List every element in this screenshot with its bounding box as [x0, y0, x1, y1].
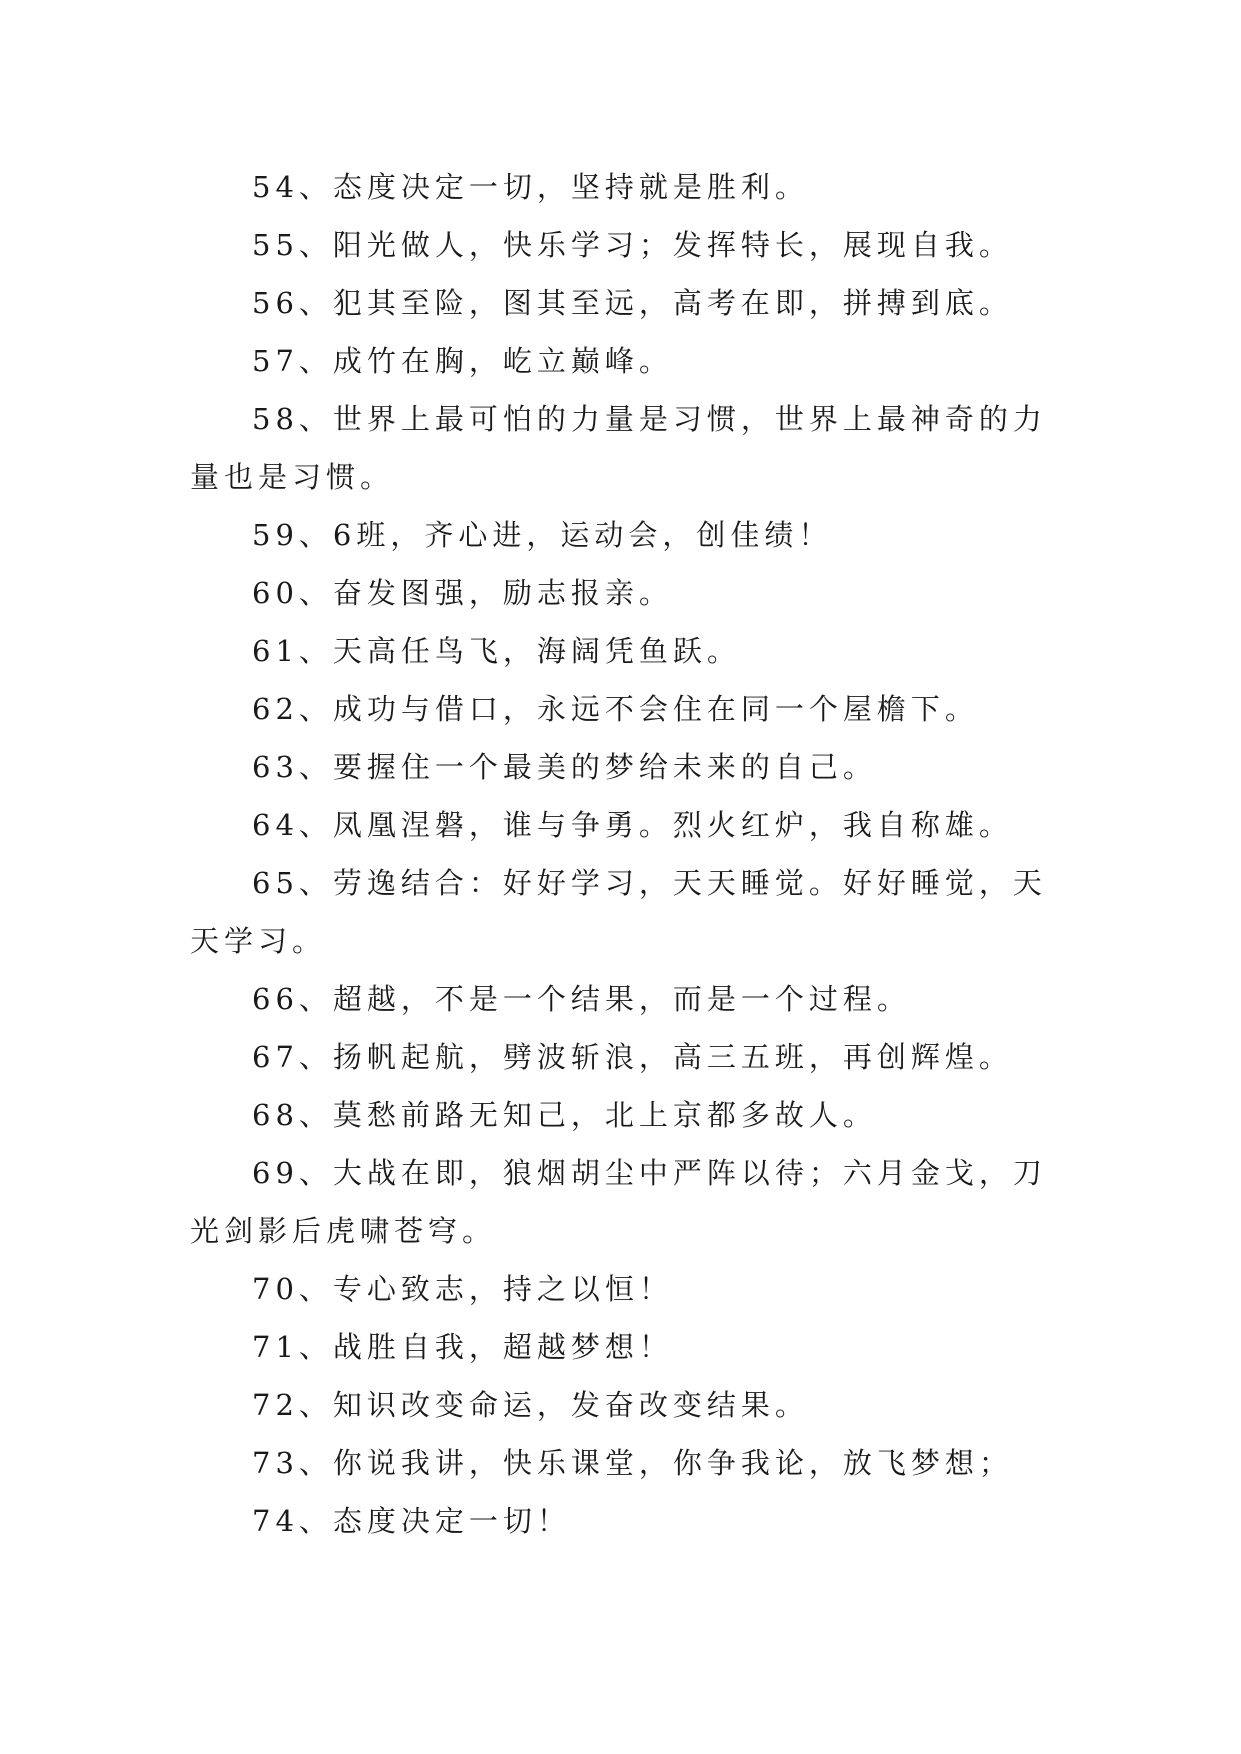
slogan-61: 61、天高任鸟飞，海阔凭鱼跃。	[252, 634, 741, 668]
slogan-list	[190, 158, 1052, 1550]
slogan-55: 55、阳光做人，快乐学习；发挥特长，展现自我。	[252, 228, 1013, 262]
slogan-56: 56、犯其至险，图其至远，高考在即，拼搏到底。	[252, 286, 1013, 320]
slogan-60: 60、奋发图强，励志报亲。	[252, 576, 673, 610]
slogan-57: 57、成竹在胸，屹立巅峰。	[252, 344, 673, 378]
slogan-64: 64、凤凰涅磐，谁与争勇。烈火红炉，我自称雄。	[252, 808, 1013, 842]
slogan-71: 71、战胜自我，超越梦想！	[252, 1330, 673, 1364]
slogan-70: 70、专心致志，持之以恒！	[252, 1272, 673, 1306]
slogan-62: 62、成功与借口，永远不会住在同一个屋檐下。	[252, 692, 979, 726]
slogan-74: 74、态度决定一切！	[252, 1504, 571, 1538]
slogan-67: 67、扬帆起航，劈波斩浪，高三五班，再创辉煌。	[252, 1040, 1013, 1074]
slogan-59: 59、6班，齐心进，运动会，创佳绩！	[252, 518, 833, 552]
slogan-68: 68、莫愁前路无知己，北上京都多故人。	[252, 1098, 877, 1132]
slogan-72: 72、知识改变命运，发奋改变结果。	[252, 1388, 809, 1422]
slogan-66: 66、超越，不是一个结果，而是一个过程。	[252, 982, 911, 1016]
slogan-54: 54、态度决定一切，坚持就是胜利。	[252, 170, 809, 204]
slogan-65: 65、劳逸结合：好好学习，天天睡觉。好好睡觉，天天学习。	[190, 866, 1047, 958]
slogan-63: 63、要握住一个最美的梦给未来的自己。	[252, 750, 877, 784]
slogan-58: 58、世界上最可怕的力量是习惯，世界上最神奇的力量也是习惯。	[190, 402, 1047, 494]
slogan-73: 73、你说我讲，快乐课堂，你争我论，放飞梦想；	[252, 1446, 1013, 1480]
slogan-69: 69、大战在即，狼烟胡尘中严阵以待；六月金戈，刀光剑影后虎啸苍穹。	[190, 1156, 1047, 1248]
